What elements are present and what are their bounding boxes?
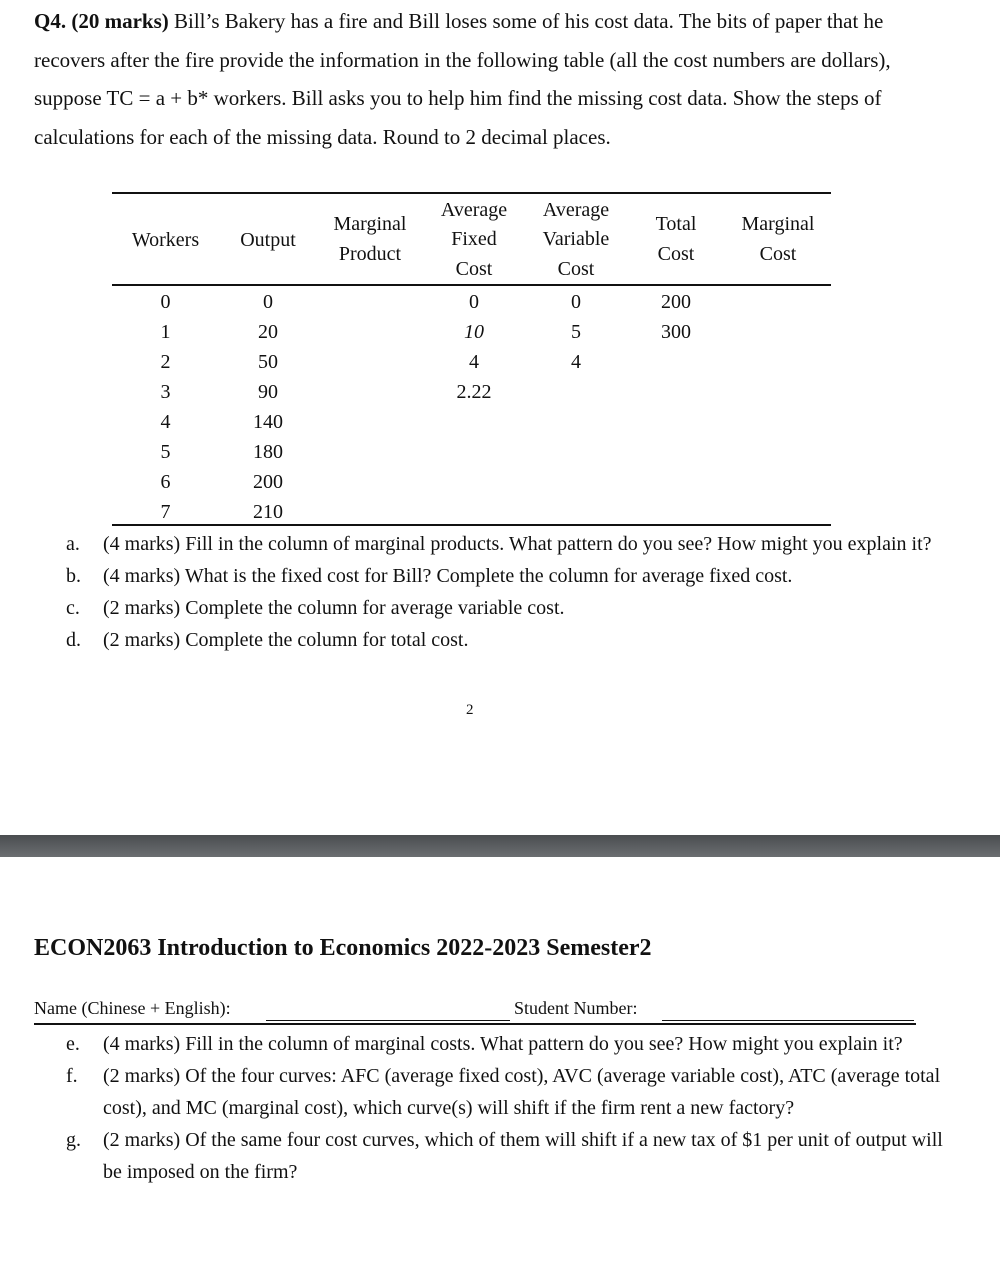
header-workers: Workers: [131, 229, 200, 251]
part-f-label: f.: [66, 1065, 78, 1087]
cell-avc-row-2: 4: [571, 351, 581, 373]
cell-workers-row-0: 0: [160, 291, 171, 313]
cell-output-row-4: 140: [253, 411, 283, 433]
part-c: [66, 592, 946, 624]
table-top-rule: [112, 192, 831, 194]
part-a-text: (4 marks) Fill in the column of marginal products. What pattern do you see? How might you explain it?: [103, 533, 932, 555]
part-f-text: (2 marks) Of the four curves: AFC (average fixed cost), AVC (average variable cost), ATC (average total cost), and MC (marginal cost), which curve(s) will shift if the firm rent a new factory?: [103, 1065, 941, 1119]
name-blank-line[interactable]: [266, 1020, 510, 1021]
cell-output-row-0: 0: [263, 291, 273, 313]
part-d: [66, 624, 946, 656]
cell-avc-row-0: 0: [571, 291, 581, 313]
cell-avc-row-1: 5: [571, 321, 581, 343]
part-b: [66, 560, 946, 592]
cell-workers-row-1: 1: [160, 321, 171, 343]
part-c-text: (2 marks) Complete the column for average variable cost.: [103, 597, 565, 619]
cell-tc-row-0: 200: [661, 291, 691, 313]
cell-output-row-3: 90: [258, 381, 278, 403]
header-afc-line3: Cost: [455, 258, 493, 280]
page-number: 2: [466, 702, 474, 718]
cell-output-row-1: 20: [258, 321, 278, 343]
cell-output-row-2: 50: [258, 351, 278, 373]
header-avc-line3: Cost: [557, 258, 595, 280]
header-avc-line1: Average: [542, 199, 610, 221]
parts-list-second: [66, 1028, 946, 1188]
header-afc-line1: Average: [440, 199, 508, 221]
parts-list-first: [66, 528, 946, 656]
cell-afc-row-0: 0: [469, 291, 479, 313]
header-afc-line2: Fixed: [451, 228, 497, 250]
page-separator: [0, 835, 1000, 857]
part-g-label: g.: [66, 1129, 81, 1151]
part-d-label: d.: [66, 629, 81, 651]
cell-output-row-7: 210: [253, 501, 283, 523]
part-b-text: (4 marks) What is the fixed cost for Bill? Complete the column for average fixed cost.: [103, 565, 793, 587]
cell-workers-row-4: 4: [160, 411, 171, 433]
header-avc-line2: Variable: [542, 228, 610, 250]
part-g-text: (2 marks) Of the same four cost curves, which of them will shift if a new tax of $1 per unit of output will be imposed on the firm?: [103, 1129, 943, 1183]
header-mp-line1: Marginal: [333, 213, 407, 235]
part-d-text: (2 marks) Complete the column for total cost.: [103, 629, 469, 651]
student-number-blank-line[interactable]: [662, 1020, 914, 1021]
header-output: Output: [240, 229, 296, 251]
header-tc-line1: Total: [655, 213, 697, 235]
part-a-label: a.: [66, 533, 80, 555]
part-e-text: (4 marks) Fill in the column of marginal costs. What pattern do you see? How might you explain it?: [103, 1033, 903, 1055]
cell-afc-row-3: 2.22: [456, 381, 492, 403]
question-label: Q4. (20 marks): [34, 9, 169, 33]
cell-afc-row-1: 10: [464, 321, 484, 343]
table-bottom-rule: [112, 524, 831, 526]
header-rule: [34, 1023, 916, 1025]
name-row: [34, 998, 914, 1024]
part-a: [66, 528, 946, 560]
cell-output-row-6: 200: [253, 471, 283, 493]
part-e-label: e.: [66, 1033, 80, 1055]
part-e: [66, 1028, 946, 1060]
part-g: [66, 1124, 946, 1188]
question-text: [34, 2, 934, 156]
header-mc-line1: Marginal: [741, 213, 815, 235]
part-f: [66, 1060, 946, 1124]
cell-workers-row-3: 3: [160, 381, 171, 403]
header-mc-line2: Cost: [759, 243, 797, 265]
cell-output-row-5: 180: [253, 441, 283, 463]
table-header-rule: [112, 284, 831, 286]
part-c-label: c.: [66, 597, 80, 619]
cell-tc-row-1: 300: [661, 321, 691, 343]
student-number-label: Student Number:: [514, 998, 638, 1018]
header-tc-line2: Cost: [657, 243, 695, 265]
cell-workers-row-7: 7: [160, 501, 171, 523]
cell-workers-row-5: 5: [160, 441, 171, 463]
cost-table: [112, 190, 831, 530]
course-title: ECON2063 Introduction to Economics 2022-2023 Semester2: [34, 935, 652, 961]
name-label: Name (Chinese + English):: [34, 998, 231, 1018]
part-b-label: b.: [66, 565, 81, 587]
cell-afc-row-2: 4: [469, 351, 479, 373]
cell-workers-row-2: 2: [160, 351, 171, 373]
cell-workers-row-6: 6: [160, 471, 171, 493]
question-body: Bill’s Bakery has a fire and Bill loses some of his cost data. The bits of paper that he recovers after the fire provide the information in the following table (all the cost numbers are dollars), suppose TC = a + b* workers. Bill asks you to help him find the missing cost data. Show the steps of calculations for each of the missing data. Round to 2 decimal places.: [34, 9, 891, 149]
header-mp-line2: Product: [338, 243, 402, 265]
